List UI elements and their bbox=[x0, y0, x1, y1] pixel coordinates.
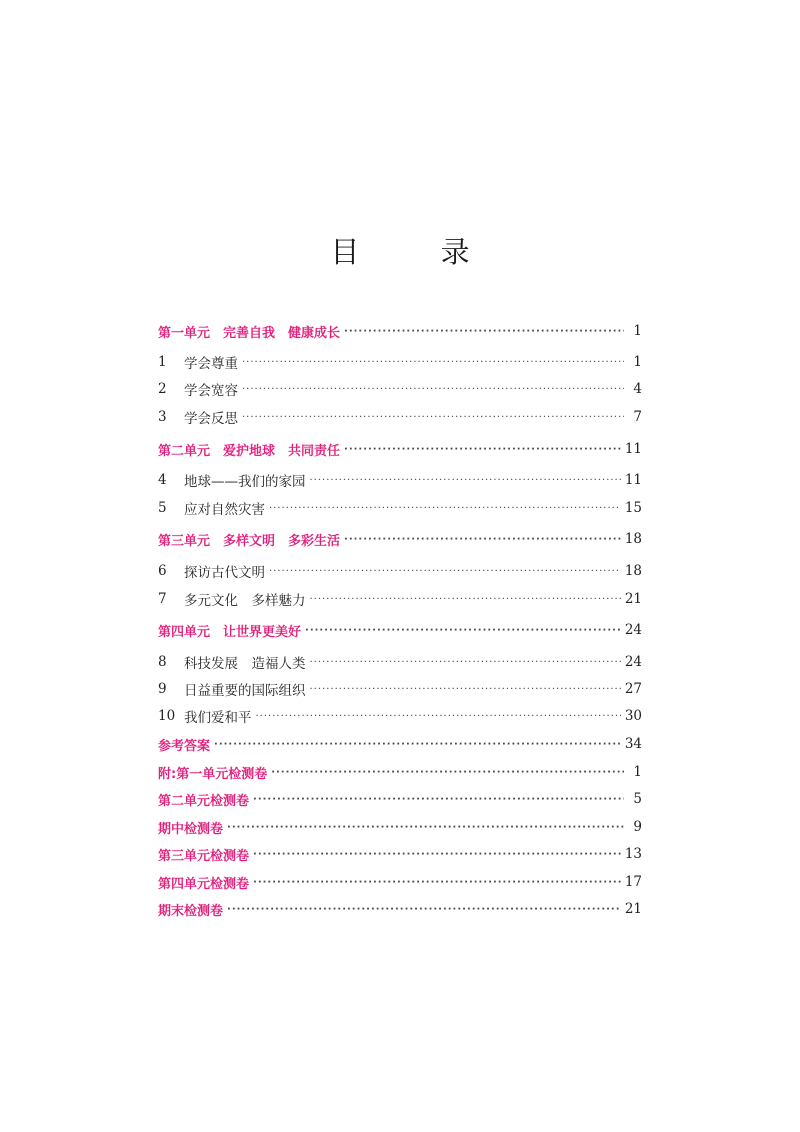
toc-entry bbox=[158, 650, 642, 674]
dot-leader bbox=[242, 357, 624, 368]
toc-heading bbox=[158, 787, 642, 811]
entry-title: 第二单元检测卷 bbox=[158, 793, 250, 809]
dot-leader bbox=[310, 684, 621, 695]
toc-heading bbox=[158, 870, 642, 894]
page-title: 目 录 bbox=[330, 235, 506, 269]
dot-leader bbox=[310, 657, 621, 668]
dot-leader bbox=[253, 849, 621, 860]
dot-leader bbox=[305, 625, 621, 636]
toc-entry bbox=[158, 677, 642, 701]
entry-title: 第四单元检测卷 bbox=[158, 876, 250, 892]
entry-number: 3 bbox=[158, 409, 167, 425]
entry-number: 4 bbox=[158, 472, 167, 488]
entry-title: 参考答案 bbox=[158, 738, 211, 754]
entry-title: 多元文化 多样魅力 bbox=[184, 593, 306, 609]
page-number: 13 bbox=[624, 846, 642, 862]
entry-title: 学会尊重 bbox=[184, 356, 238, 372]
page-number: 18 bbox=[624, 563, 642, 579]
toc-heading bbox=[158, 897, 642, 921]
entry-title: 第二单元 爱护地球 共同责任 bbox=[158, 443, 341, 459]
dot-leader bbox=[256, 711, 621, 722]
dot-leader bbox=[214, 739, 621, 750]
entry-number: 1 bbox=[158, 354, 167, 370]
page-number: 4 bbox=[633, 381, 642, 397]
toc-heading bbox=[158, 437, 642, 461]
entry-title: 学会宽容 bbox=[184, 383, 238, 399]
toc-heading bbox=[158, 527, 642, 551]
toc-heading bbox=[158, 760, 642, 784]
toc-entry bbox=[158, 587, 642, 611]
entry-number: 9 bbox=[158, 681, 167, 697]
toc-entry bbox=[158, 377, 642, 401]
toc-heading bbox=[158, 319, 642, 343]
entry-number: 10 bbox=[158, 708, 176, 724]
page-number: 27 bbox=[624, 681, 642, 697]
toc-heading bbox=[158, 732, 642, 756]
entry-title: 期中检测卷 bbox=[158, 821, 224, 837]
dot-leader bbox=[310, 594, 621, 605]
page-number: 11 bbox=[624, 441, 642, 457]
entry-title: 地球——我们的家园 bbox=[184, 474, 306, 490]
entry-title: 第四单元 让世界更美好 bbox=[158, 624, 302, 640]
toc-entry bbox=[158, 559, 642, 583]
page-number: 24 bbox=[624, 622, 642, 638]
toc-heading bbox=[158, 842, 642, 866]
toc-heading bbox=[158, 815, 642, 839]
toc-entry bbox=[158, 405, 642, 429]
page-number: 1 bbox=[633, 323, 642, 339]
dot-leader bbox=[242, 412, 624, 423]
page-number: 1 bbox=[633, 354, 642, 370]
toc-entry bbox=[158, 350, 642, 374]
page-number: 15 bbox=[624, 500, 642, 516]
entry-number: 6 bbox=[158, 563, 167, 579]
entry-title: 日益重要的国际组织 bbox=[184, 683, 306, 699]
dot-leader bbox=[269, 566, 621, 577]
page-number: 11 bbox=[624, 472, 642, 488]
entry-number: 2 bbox=[158, 381, 167, 397]
dot-leader bbox=[344, 534, 621, 545]
entry-title: 期末检测卷 bbox=[158, 903, 224, 919]
page-number: 21 bbox=[624, 591, 642, 607]
dot-leader bbox=[253, 794, 624, 805]
page-number: 7 bbox=[633, 409, 642, 425]
page-number: 1 bbox=[633, 764, 642, 780]
page-number: 21 bbox=[624, 901, 642, 917]
toc-entry bbox=[158, 496, 642, 520]
entry-title: 我们爱和平 bbox=[184, 710, 252, 726]
entry-title: 附:第一单元检测卷 bbox=[158, 766, 268, 782]
page-number: 34 bbox=[624, 736, 642, 752]
page-number: 17 bbox=[624, 874, 642, 890]
dot-leader bbox=[242, 384, 624, 395]
entry-number: 7 bbox=[158, 591, 167, 607]
entry-number: 8 bbox=[158, 654, 167, 670]
entry-title: 第三单元检测卷 bbox=[158, 848, 250, 864]
dot-leader bbox=[227, 904, 621, 915]
dot-leader bbox=[310, 475, 621, 486]
entry-number: 5 bbox=[158, 500, 167, 516]
entry-title: 探访古代文明 bbox=[184, 565, 265, 581]
dot-leader bbox=[253, 877, 621, 888]
toc-entry bbox=[158, 704, 642, 728]
entry-title: 科技发展 造福人类 bbox=[184, 656, 306, 672]
entry-title: 应对自然灾害 bbox=[184, 502, 265, 518]
page-number: 30 bbox=[624, 708, 642, 724]
toc-heading bbox=[158, 618, 642, 642]
page-number: 18 bbox=[624, 531, 642, 547]
page-number: 5 bbox=[633, 791, 642, 807]
dot-leader bbox=[269, 503, 621, 514]
entry-title: 第三单元 多样文明 多彩生活 bbox=[158, 533, 341, 549]
page-number: 24 bbox=[624, 654, 642, 670]
dot-leader bbox=[344, 326, 624, 337]
toc-entry bbox=[158, 468, 642, 492]
dot-leader bbox=[227, 822, 624, 833]
dot-leader bbox=[271, 767, 624, 778]
page-number: 9 bbox=[633, 819, 642, 835]
entry-title: 学会反思 bbox=[184, 411, 238, 427]
entry-title: 第一单元 完善自我 健康成长 bbox=[158, 325, 341, 341]
dot-leader bbox=[344, 444, 621, 455]
